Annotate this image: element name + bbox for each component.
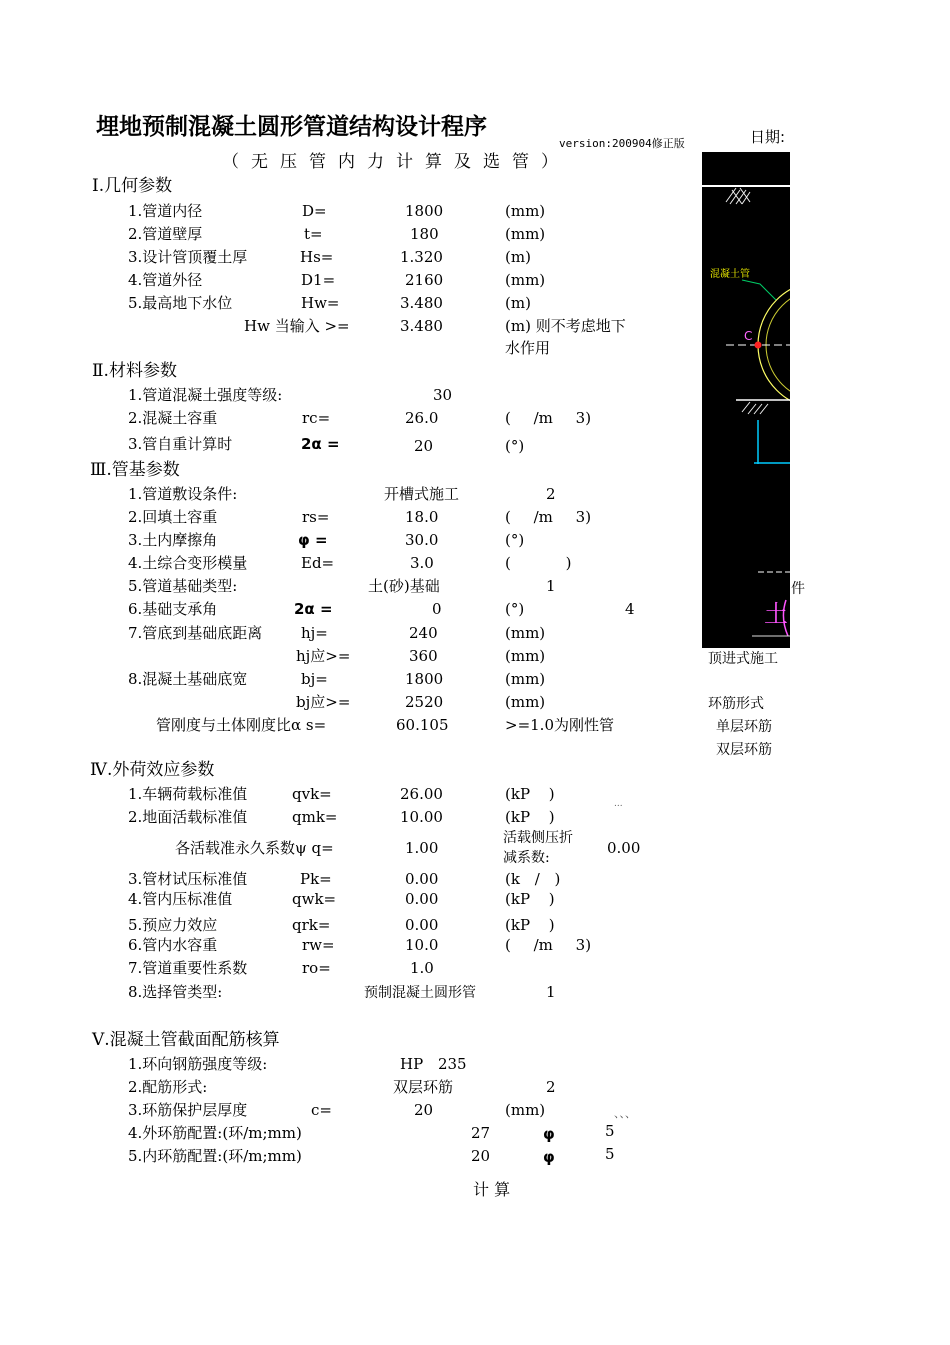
section-heading-foundation: Ⅲ.管基参数 [90, 460, 180, 480]
param-symbol: qvk= [292, 785, 332, 803]
param-label: 1.管道敷设条件: [128, 485, 238, 503]
param-unit: ( ) [505, 554, 572, 572]
param-value[interactable]: 1.0 [410, 959, 434, 977]
param-symbol: bj应>= [296, 693, 351, 711]
param-symbol: Ed= [301, 554, 335, 572]
param-label: 5.内环筋配置:(环/m;mm) [128, 1147, 302, 1165]
ellipsis-mark: 、、、 [614, 1107, 636, 1120]
stiffness-ratio-value: 60.105 [396, 716, 449, 734]
param-symbol: ro= [302, 959, 331, 977]
drawing-label: 混凝土管 [710, 269, 750, 280]
pipe-type-code[interactable]: 1 [546, 983, 556, 1001]
param-symbol: rs= [302, 508, 330, 526]
param-label: 1.车辆荷载标准值 [128, 785, 248, 803]
param-value[interactable]: 3.480 [400, 294, 443, 312]
param-label: 7.管道重要性系数 [128, 959, 248, 977]
param-symbol: qmk= [292, 808, 338, 826]
param-symbol: Hs= [300, 248, 334, 266]
param-label: 2.回填土容重 [128, 508, 218, 526]
page-subtitle: （无压管内力计算及选管） [222, 152, 570, 172]
param-unit: (mm) [505, 202, 546, 220]
param-label: 6.管内水容重 [128, 936, 218, 954]
param-symbol: qwk= [292, 890, 337, 908]
param-value[interactable]: 18.0 [405, 508, 439, 526]
double-rebar-option[interactable]: 双层环筋 [716, 742, 772, 758]
phi-symbol: φ = [298, 531, 328, 549]
param-unit: ( /m 3) [505, 936, 592, 954]
param-value[interactable]: 26.00 [400, 785, 443, 803]
pipe-section-drawing [702, 152, 790, 648]
section-heading-reinforcement: Ⅴ.混凝土管截面配筋核算 [92, 1030, 280, 1050]
param-unit: (kP ) [505, 785, 555, 803]
param-label: 3.管材试压标准值 [128, 870, 248, 888]
param-label: 2.地面活载标准值 [128, 808, 248, 826]
version-label: version:200904修正版 [559, 137, 685, 150]
param-unit: (mm) [505, 271, 546, 289]
soil-hatch-icon [742, 402, 768, 414]
rebar-form-value: 双层环筋 [393, 1078, 454, 1096]
param-unit: (m) [505, 294, 531, 312]
param-label: 1.环向钢筋强度等级: [128, 1055, 268, 1073]
pipe-section-svg [702, 152, 790, 648]
param-label: 5.最高地下水位 [128, 294, 233, 312]
param-label: 6.基础支承角 [128, 600, 218, 618]
lateral-factor-value[interactable]: 0.00 [607, 839, 641, 857]
param-unit: (mm) [505, 624, 546, 642]
soil-hatch-icon [726, 188, 750, 204]
hw-note: (m) 则不考虑地下 [505, 317, 626, 335]
param-unit: (mm) [505, 647, 546, 665]
param-symbol: c= [311, 1101, 332, 1119]
hw-note-cont: 水作用 [505, 339, 551, 357]
drawing-mark: C [744, 329, 753, 343]
stiffness-ratio-note: >=1.0为刚性管 [505, 716, 614, 734]
hw-threshold-value: 3.480 [400, 317, 443, 335]
param-label: 4.外环筋配置:(环/m;mm) [128, 1124, 302, 1142]
param-value[interactable]: 180 [410, 225, 439, 243]
laying-condition-value: 开槽式施工 [384, 485, 460, 503]
param-label: 4.土综合变形模量 [128, 554, 248, 572]
param-unit: (mm) [505, 225, 546, 243]
param-label: 3.管自重计算时 [128, 435, 233, 453]
param-label: 4.管内压标准值 [128, 890, 233, 908]
page-title: 埋地预制混凝土圆形管道结构设计程序 [96, 114, 487, 140]
param-value[interactable]: 20 [414, 1101, 434, 1119]
param-unit: ( /m 3) [505, 508, 592, 526]
pipe-type-value: 预制混凝土圆形管 [364, 985, 476, 1001]
rebar-form-code[interactable]: 2 [546, 1078, 556, 1096]
param-value[interactable]: 10.00 [400, 808, 443, 826]
foundation-type-code[interactable]: 1 [546, 577, 556, 595]
param-label: 2.配筋形式: [128, 1078, 208, 1096]
param-symbol: Hw= [301, 294, 340, 312]
date-label: 日期: [750, 128, 786, 146]
inner-rebar-diameter[interactable]: 5 [605, 1145, 615, 1163]
side-text-piece: 件 [791, 581, 805, 597]
param-unit: (°) [505, 531, 525, 549]
param-unit: (kP ) [505, 916, 555, 934]
alpha-symbol: 2α = [301, 435, 340, 453]
outer-rebar-count[interactable]: 27 [471, 1124, 491, 1142]
single-rebar-option[interactable]: 单层环筋 [716, 719, 772, 735]
jacking-option[interactable]: 顶进式施工 [708, 651, 778, 667]
quasi-permanent-value[interactable]: 1.00 [405, 839, 439, 857]
stiffness-ratio-label: 管刚度与土体刚度比α s= [156, 716, 327, 734]
alpha-symbol: 2α = [294, 600, 333, 618]
param-label: 3.环筋保护层厚度 [128, 1101, 248, 1119]
param-symbol: D= [302, 202, 327, 220]
param-label: 8.选择管类型: [128, 983, 223, 1001]
param-value[interactable]: 0.00 [405, 870, 439, 888]
param-value: 2160 [405, 271, 444, 289]
param-value[interactable]: 26.0 [405, 409, 439, 427]
param-symbol: bj= [301, 670, 328, 688]
concrete-grade-value[interactable]: 30 [433, 386, 453, 404]
phi-symbol: φ [543, 1148, 555, 1166]
center-point-icon [755, 342, 762, 349]
param-unit: ( /m 3) [505, 409, 592, 427]
ellipsis-mark: ... [614, 799, 623, 809]
param-value[interactable]: 1800 [405, 202, 444, 220]
param-label: 3.土内摩擦角 [128, 531, 218, 549]
quasi-permanent-label: 各活载准永久系数ψ q= [175, 839, 334, 857]
lateral-factor-label: 活载侧压折 [503, 830, 573, 846]
param-symbol: rw= [302, 936, 335, 954]
param-value: 360 [409, 647, 438, 665]
param-value[interactable]: 0.00 [405, 916, 439, 934]
param-value[interactable]: 3.0 [410, 554, 434, 572]
param-value: 0 [432, 600, 442, 618]
param-unit: (k / ) [505, 870, 561, 888]
param-label: 1.管道混凝土强度等级: [128, 386, 283, 404]
phi-symbol: φ [543, 1125, 555, 1143]
param-symbol: hj= [301, 624, 328, 642]
lateral-factor-label-cont: 减系数: [503, 850, 550, 866]
param-unit: (°) [505, 437, 525, 455]
param-unit: (mm) [505, 693, 546, 711]
inner-rebar-count[interactable]: 20 [471, 1147, 491, 1165]
param-label: 1.管道内径 [128, 202, 203, 220]
laying-condition-code[interactable]: 2 [546, 485, 556, 503]
param-unit: (mm) [505, 670, 546, 688]
param-value[interactable]: 10.0 [405, 936, 439, 954]
param-label: 4.管道外径 [128, 271, 203, 289]
hw-threshold-label: Hw 当输入 >= [244, 317, 350, 335]
section-heading-geometry: Ⅰ.几何参数 [92, 176, 173, 196]
param-unit: (m) [505, 248, 531, 266]
param-value[interactable]: 1.320 [400, 248, 443, 266]
param-label: 2.混凝土容重 [128, 409, 218, 427]
param-value: 2520 [405, 693, 444, 711]
param-value[interactable]: 30.0 [405, 531, 439, 549]
outer-rebar-diameter[interactable]: 5 [605, 1122, 615, 1140]
param-label: 8.混凝土基础底宽 [128, 670, 248, 688]
param-value[interactable]: 0.00 [405, 890, 439, 908]
param-label: 7.管底到基础底距离 [128, 624, 263, 642]
param-unit: (kP ) [505, 890, 555, 908]
calculate-button[interactable]: 计 算 [473, 1180, 511, 1199]
drawing-char: 土 [764, 600, 788, 628]
param-value[interactable]: 1800 [405, 670, 444, 688]
param-symbol: rc= [302, 409, 331, 427]
param-unit: (°) [505, 600, 525, 618]
param-symbol: D1= [301, 271, 336, 289]
param-label: 3.设计管顶覆土厚 [128, 248, 248, 266]
param-symbol: t= [304, 225, 323, 243]
rebar-form-heading: 环筋形式 [708, 696, 764, 712]
steel-grade-value[interactable]: HP 235 [400, 1055, 467, 1073]
param-unit: (mm) [505, 1101, 546, 1119]
support-angle-code[interactable]: 4 [625, 600, 635, 618]
section-heading-material: Ⅱ.材料参数 [92, 361, 177, 381]
param-value[interactable]: 240 [409, 624, 438, 642]
section-heading-loads: Ⅳ.外荷效应参数 [90, 760, 215, 780]
param-symbol: qrk= [292, 916, 331, 934]
param-label: 5.预应力效应 [128, 916, 218, 934]
param-label: 5.管道基础类型: [128, 577, 238, 595]
param-label: 2.管道壁厚 [128, 225, 203, 243]
param-symbol: hj应>= [296, 647, 351, 665]
param-value[interactable]: 20 [414, 437, 434, 455]
param-symbol: Pk= [300, 870, 332, 888]
param-unit: (kP ) [505, 808, 555, 826]
foundation-type-value: 土(砂)基础 [368, 577, 440, 595]
